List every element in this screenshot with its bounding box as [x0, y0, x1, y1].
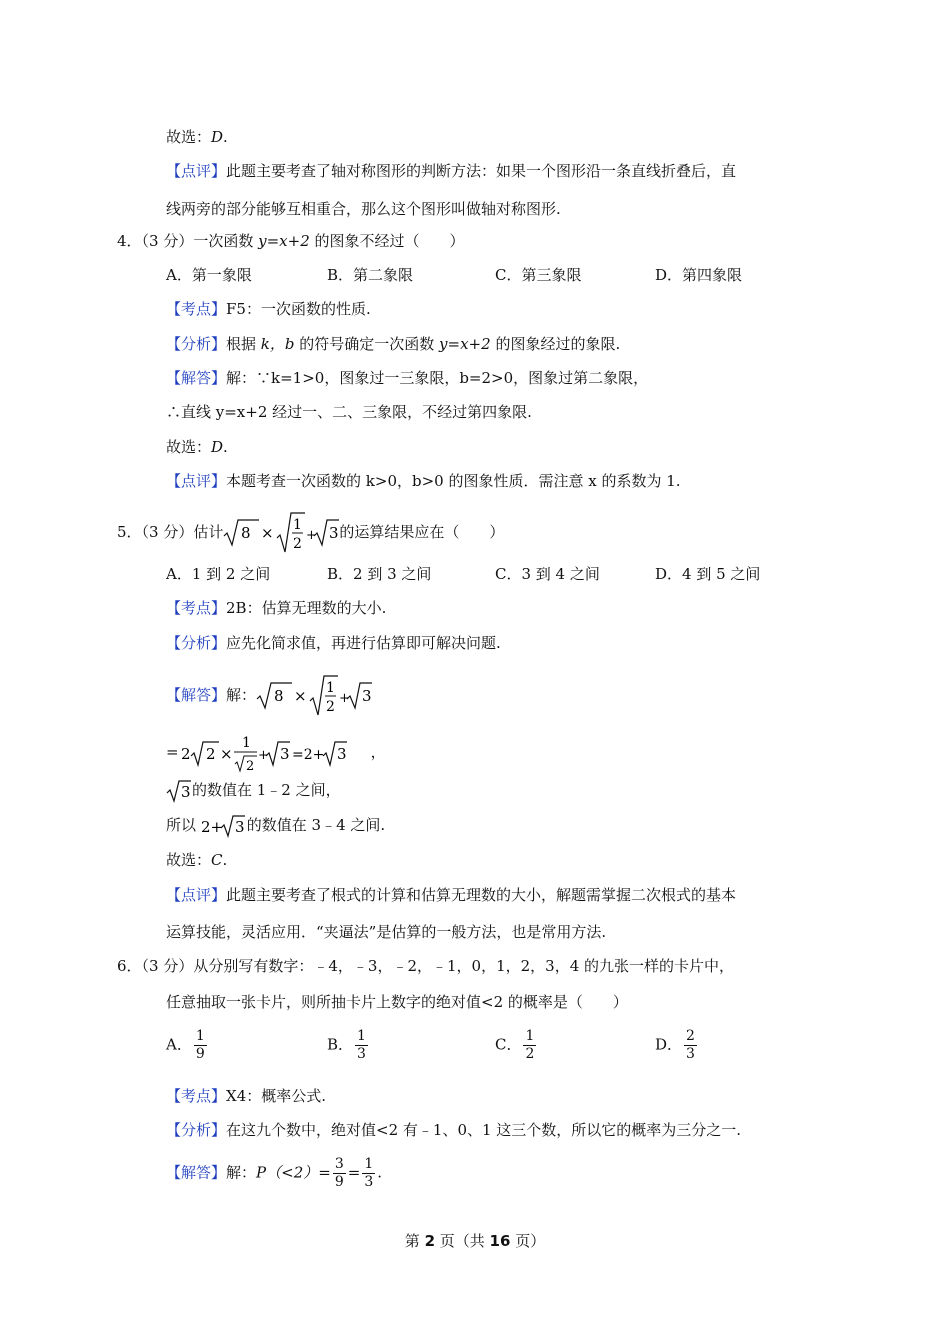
svg-text:2+: 2+: [200, 818, 223, 836]
q5-expression-graphic: [223, 512, 339, 554]
q5-step: = 2 2 × 1 2 + 3 =2+ 3 ，: [166, 732, 386, 774]
svg-text:×: ×: [219, 745, 233, 763]
q5-review-cont: 运算技能，灵活应用．“夹逼法”是估算的一般方法，也是常用方法.: [166, 923, 607, 941]
q6-analysis: 【分析】在这九个数中，绝对值<2 有﹣1、0、1 这三个数，所以它的概率为三分之一.: [166, 1121, 742, 1139]
svg-text:×: ×: [294, 687, 307, 705]
prev-review-cont: 线两旁的部分能够互相重合，那么这个图形叫做轴对称图形.: [166, 200, 561, 218]
svg-text:8: 8: [241, 524, 251, 542]
q5-point: 【考点】2B：估算无理数的大小.: [166, 599, 387, 617]
q4-stem: 4．（3 分）一次函数 y=x+2 的图象不经过（ ）: [117, 232, 465, 250]
q4-option-c: C．第三象限: [495, 266, 582, 284]
svg-text:=2+: =2+: [291, 747, 324, 763]
q5-step-expression: [179, 732, 371, 774]
svg-text:2: 2: [245, 759, 254, 774]
two-plus-sqrt3-graphic: [201, 814, 247, 838]
q6-option-a: A． $\frac{1}{9}$: [166, 1028, 205, 1062]
q6-stem: 6．（3 分）从分别写有数字：﹣4，﹣3，﹣2，﹣1，0，1，2，3，4 的九张一样的卡片中，: [117, 957, 735, 975]
q6-point: 【考点】X4：概率公式.: [166, 1087, 327, 1105]
q4-answer: 【解答】解：∵k=1>0，图象过一三象限，b=2>0，图象过第二象限，: [166, 369, 649, 387]
q4-option-a: A．第一象限: [166, 266, 252, 284]
q6-answer-frac1: $\frac{3}{9}$: [334, 1156, 344, 1190]
q5-choose: 故选：C.: [166, 851, 228, 869]
svg-text:+: +: [257, 748, 269, 763]
q4-analysis: 【分析】根据 k，b 的符号确定一次函数 y=x+2 的图象经过的象限.: [166, 335, 621, 353]
q5-option-a: A．1 到 2 之间: [166, 565, 271, 583]
svg-text:2: 2: [180, 745, 191, 763]
q5-line-b: 所以 2+ 3 的数值在 3﹣4 之间.: [166, 816, 386, 836]
q4-option-b: B．第二象限: [327, 266, 414, 284]
sqrt3-graphic: [166, 779, 192, 803]
svg-text:+: +: [339, 691, 350, 706]
svg-text:3: 3: [329, 524, 339, 542]
q5-analysis: 【分析】应先化简求值，再进行估算即可解决问题.: [166, 634, 501, 652]
svg-text:1: 1: [293, 517, 303, 533]
page-footer: 第 2 页（共 16 页）: [404, 1232, 546, 1250]
svg-text:3: 3: [234, 818, 245, 836]
q6-stem-cont: 任意抽取一张卡片，则所抽卡片上数字的绝对值<2 的概率是（ ）: [166, 993, 628, 1011]
q6-option-b: B． $\frac{1}{3}$: [327, 1028, 366, 1062]
q5-option-b: B．2 到 3 之间: [327, 565, 432, 583]
svg-text:2: 2: [326, 699, 335, 715]
svg-text:×: ×: [261, 524, 274, 542]
svg-text:+: +: [306, 528, 318, 543]
q5-answer-expression: [256, 675, 372, 717]
svg-text:3: 3: [181, 783, 191, 801]
svg-text:3: 3: [336, 745, 347, 763]
prev-choose: 故选：D.: [166, 128, 228, 146]
q5-answer: 【解答】解： 8 × 1 2 + 3: [166, 675, 372, 717]
q4-point: 【考点】F5：一次函数的性质.: [166, 300, 371, 318]
svg-text:8: 8: [274, 687, 284, 705]
q6-answer: 【解答】解：P（<2）= $\frac{3}{9}$ = $\frac{1}{3}$ .: [166, 1156, 383, 1190]
q5-review: 【点评】此题主要考查了根式的计算和估算无理数的大小，解题需掌握二次根式的基本: [166, 886, 737, 904]
svg-text:3: 3: [279, 745, 290, 763]
q4-choose: 故选：D.: [166, 438, 228, 456]
q4-answer-cont: ∴直线 y=x+2 经过一、二、三象限，不经过第四象限.: [166, 403, 532, 421]
review-tag: 【点评】: [166, 162, 227, 180]
svg-text:2: 2: [293, 536, 303, 552]
q6-option-c: C． $\frac{1}{2}$: [495, 1028, 535, 1062]
svg-text:1: 1: [241, 735, 251, 751]
q5-stem: 5．（3 分）估计 8 × 1 2 + 3 的运算结果应在（ ）: [117, 512, 504, 554]
q6-option-d: D． $\frac{2}{3}$: [655, 1028, 695, 1062]
q5-line-a: 3 的数值在 1﹣2 之间，: [166, 779, 341, 803]
q5-option-c: C．3 到 4 之间: [495, 565, 600, 583]
prev-review: 【点评】此题主要考查了轴对称图形的判断方法：如果一个图形沿一条直线折叠后，直: [166, 162, 737, 180]
svg-text:1: 1: [326, 680, 335, 696]
q5-option-d: D．4 到 5 之间: [655, 565, 761, 583]
svg-text:3: 3: [362, 687, 372, 705]
q6-answer-frac2: $\frac{1}{3}$: [364, 1156, 374, 1190]
q4-review: 【点评】本题考查一次函数的 k>0，b>0 的图象性质．需注意 x 的系数为 1.: [166, 472, 681, 490]
svg-text:2: 2: [205, 745, 216, 763]
q4-option-d: D．第四象限: [655, 266, 743, 284]
